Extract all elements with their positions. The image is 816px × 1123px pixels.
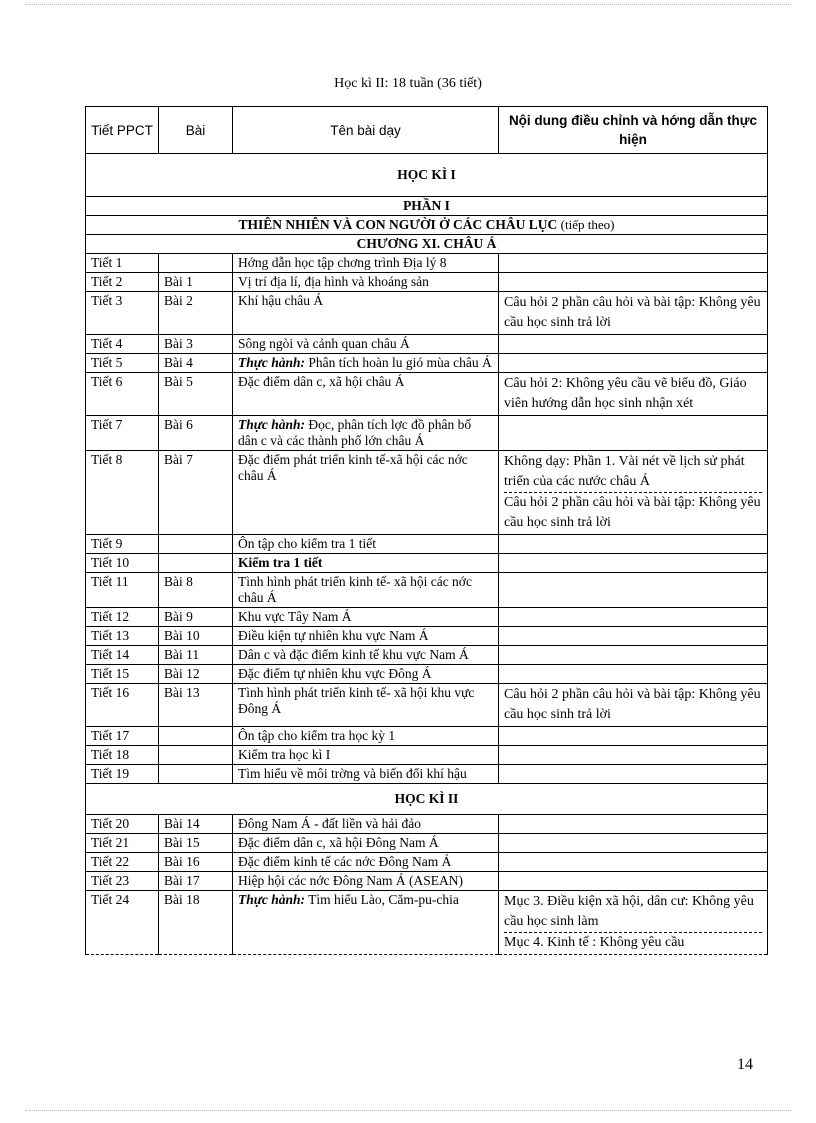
lesson-title: Đặc điểm dân c, xã hội Đông Nam Á bbox=[238, 835, 439, 850]
table-row bbox=[86, 554, 768, 573]
period-cell: Tiết 8 bbox=[86, 451, 159, 535]
period-cell: Tiết 2 bbox=[86, 273, 159, 292]
table-row bbox=[86, 746, 768, 765]
adjustment-note: Câu hỏi 2 phần câu hỏi và bài tập: Không yêu cầu học sinh trả lời bbox=[504, 295, 761, 330]
lesson-title: Khu vực Tây Nam Á bbox=[238, 609, 352, 624]
adjustment-note: Mục 3. Điều kiện xã hội, dân cư: Không yêu cầu học sinh làm bbox=[504, 892, 762, 933]
period-cell: Tiết 11 bbox=[86, 573, 159, 608]
title-cell bbox=[233, 684, 499, 727]
adjustment-note: Câu hỏi 2 phần câu hỏi và bài tập: Không yêu cầu học sinh trả lời bbox=[504, 495, 761, 530]
title-cell bbox=[233, 354, 499, 373]
lesson-title: Kiểm tra 1 tiết bbox=[238, 555, 323, 570]
lesson-cell: Bài 1 bbox=[159, 273, 233, 292]
title-cell bbox=[233, 608, 499, 627]
table-row bbox=[86, 727, 768, 746]
table-row bbox=[86, 573, 768, 608]
title-cell bbox=[233, 646, 499, 665]
part-heading-row bbox=[86, 197, 768, 216]
note-cell bbox=[499, 684, 768, 727]
header-note: Nội dung điều chỉnh và hớng dẫn thực hiện bbox=[499, 107, 768, 154]
period-cell: Tiết 10 bbox=[86, 554, 159, 573]
title-cell bbox=[233, 554, 499, 573]
table-row bbox=[86, 891, 768, 955]
period-cell: Tiết 6 bbox=[86, 373, 159, 416]
note-cell bbox=[499, 273, 768, 292]
header-lesson: Bài bbox=[159, 107, 233, 154]
lesson-title: Hiệp hội các nớc Đông Nam Á (ASEAN) bbox=[238, 873, 463, 888]
adjustment-note: Mục 4. Kinh tế : Không yêu cầu bbox=[504, 935, 685, 950]
semester1-heading-row bbox=[86, 154, 768, 197]
lesson-title: Đặc điểm dân c, xã hội châu Á bbox=[238, 374, 405, 389]
lesson-cell: Bài 11 bbox=[159, 646, 233, 665]
table-row bbox=[86, 853, 768, 872]
period-cell: Tiết 5 bbox=[86, 354, 159, 373]
lesson-title: Đặc điểm kinh tế các nớc Đông Nam Á bbox=[238, 854, 452, 869]
table-row bbox=[86, 627, 768, 646]
note-cell bbox=[499, 727, 768, 746]
title-cell bbox=[233, 853, 499, 872]
period-cell: Tiết 4 bbox=[86, 335, 159, 354]
note-cell bbox=[499, 254, 768, 273]
practice-label: Thực hành: bbox=[238, 355, 305, 370]
lesson-title: Tình hình phát triển kinh tế- xã hội các nớc châu Á bbox=[238, 574, 472, 605]
lesson-title: Tìm hiểu về môi trờng và biến đổi khí hậu bbox=[238, 766, 467, 781]
note-cell bbox=[499, 451, 768, 535]
lesson-title: Tình hình phát triển kinh tế- xã hội khu vực Đông Á bbox=[238, 685, 475, 716]
note-cell bbox=[499, 815, 768, 834]
lesson-cell: Bài 15 bbox=[159, 834, 233, 853]
lesson-cell bbox=[159, 535, 233, 554]
lesson-title: Đọc, phân tích lợc đồ phân bố dân c và các thành phố lớn châu Á bbox=[238, 417, 472, 448]
lesson-cell bbox=[159, 727, 233, 746]
table-row bbox=[86, 815, 768, 834]
curriculum-table bbox=[85, 106, 768, 955]
lesson-cell bbox=[159, 254, 233, 273]
table-row bbox=[86, 451, 768, 535]
lesson-cell: Bài 4 bbox=[159, 354, 233, 373]
period-cell: Tiết 1 bbox=[86, 254, 159, 273]
table-row bbox=[86, 354, 768, 373]
lesson-cell: Bài 6 bbox=[159, 416, 233, 451]
adjustment-note: Câu hỏi 2 phần câu hỏi và bài tập: Không yêu cầu học sinh trả lời bbox=[504, 687, 761, 722]
lesson-title: Kiểm tra học kì I bbox=[238, 747, 331, 762]
chapter-heading-row bbox=[86, 235, 768, 254]
lesson-cell: Bài 8 bbox=[159, 573, 233, 608]
lesson-cell: Bài 3 bbox=[159, 335, 233, 354]
chapter-heading: CHƯƠNG XI. CHÂU Á bbox=[86, 235, 768, 254]
lesson-title: Đông Nam Á - đất liền và hải đảo bbox=[238, 816, 421, 831]
lesson-cell: Bài 7 bbox=[159, 451, 233, 535]
practice-label: Thực hành: bbox=[238, 892, 305, 907]
note-cell bbox=[499, 665, 768, 684]
table-row bbox=[86, 335, 768, 354]
period-cell: Tiết 16 bbox=[86, 684, 159, 727]
lesson-cell: Bài 18 bbox=[159, 891, 233, 955]
lesson-cell: Bài 2 bbox=[159, 292, 233, 335]
lesson-title: Ôn tập cho kiểm tra học kỳ 1 bbox=[238, 728, 396, 743]
note-cell bbox=[499, 573, 768, 608]
lesson-title: Dân c và đặc điểm kinh tế khu vực Nam Á bbox=[238, 647, 469, 662]
note-cell bbox=[499, 554, 768, 573]
note-cell bbox=[499, 292, 768, 335]
period-cell: Tiết 3 bbox=[86, 292, 159, 335]
note-cell bbox=[499, 535, 768, 554]
lesson-title: Phân tích hoàn lu gió mùa châu Á bbox=[304, 355, 492, 370]
period-cell: Tiết 19 bbox=[86, 765, 159, 784]
lesson-title: Đặc điểm phát triển kinh tế-xã hội các nớc châu Á bbox=[238, 452, 468, 483]
header-title: Tên bài dạy bbox=[233, 107, 499, 154]
theme-heading-row bbox=[86, 216, 768, 235]
period-cell: Tiết 7 bbox=[86, 416, 159, 451]
theme-heading-text: THIÊN NHIÊN VÀ CON NGƯỜI Ở CÁC CHÂU LỤC bbox=[238, 217, 558, 232]
lesson-title: Hớng dẫn học tập chơng trình Địa lý 8 bbox=[238, 255, 447, 270]
theme-heading-suffix: (tiếp theo) bbox=[560, 217, 615, 232]
period-cell: Tiết 23 bbox=[86, 872, 159, 891]
lesson-cell: Bài 5 bbox=[159, 373, 233, 416]
semester-note: Học kì II: 18 tuần (36 tiết) bbox=[334, 76, 482, 91]
lesson-cell: Bài 12 bbox=[159, 665, 233, 684]
title-cell bbox=[233, 727, 499, 746]
table-row bbox=[86, 254, 768, 273]
period-cell: Tiết 15 bbox=[86, 665, 159, 684]
note-cell bbox=[499, 416, 768, 451]
lesson-title: Tìm hiểu Lào, Căm-pu-chia bbox=[304, 892, 459, 907]
table-row bbox=[86, 684, 768, 727]
title-cell bbox=[233, 416, 499, 451]
note-cell bbox=[499, 765, 768, 784]
header-period: Tiết PPCT bbox=[86, 107, 159, 154]
note-cell bbox=[499, 646, 768, 665]
period-cell: Tiết 18 bbox=[86, 746, 159, 765]
table-row bbox=[86, 373, 768, 416]
lesson-cell bbox=[159, 746, 233, 765]
table-row bbox=[86, 665, 768, 684]
table-row bbox=[86, 765, 768, 784]
period-cell: Tiết 13 bbox=[86, 627, 159, 646]
period-cell: Tiết 14 bbox=[86, 646, 159, 665]
period-cell: Tiết 21 bbox=[86, 834, 159, 853]
practice-label: Thực hành: bbox=[238, 417, 305, 432]
period-cell: Tiết 24 bbox=[86, 891, 159, 955]
note-cell bbox=[499, 627, 768, 646]
title-cell bbox=[233, 627, 499, 646]
title-cell bbox=[233, 834, 499, 853]
note-cell bbox=[499, 335, 768, 354]
lesson-title: Điều kiện tự nhiên khu vực Nam Á bbox=[238, 628, 429, 643]
lesson-cell: Bài 14 bbox=[159, 815, 233, 834]
period-cell: Tiết 22 bbox=[86, 853, 159, 872]
page-number: 14 bbox=[737, 1056, 753, 1073]
table-header-row bbox=[86, 107, 768, 154]
note-cell bbox=[499, 354, 768, 373]
period-cell: Tiết 12 bbox=[86, 608, 159, 627]
note-cell bbox=[499, 853, 768, 872]
lesson-cell: Bài 16 bbox=[159, 853, 233, 872]
table-row bbox=[86, 608, 768, 627]
adjustment-note: Câu hỏi 2: Không yêu cầu vẽ biểu đồ, Giáo viên hướng dẫn học sinh nhận xét bbox=[504, 376, 747, 411]
semester1-heading: HỌC KÌ I bbox=[86, 154, 768, 197]
period-cell: Tiết 20 bbox=[86, 815, 159, 834]
title-cell bbox=[233, 872, 499, 891]
theme-heading bbox=[86, 216, 768, 235]
lesson-cell bbox=[159, 765, 233, 784]
page-top-border bbox=[25, 4, 791, 5]
table-row bbox=[86, 535, 768, 554]
note-cell bbox=[499, 834, 768, 853]
title-cell bbox=[233, 451, 499, 535]
lesson-title: Khí hậu châu Á bbox=[238, 293, 324, 308]
lesson-title: Ôn tập cho kiểm tra 1 tiết bbox=[238, 536, 376, 551]
lesson-title: Đặc điểm tự nhiên khu vực Đông Á bbox=[238, 666, 432, 681]
lesson-cell: Bài 9 bbox=[159, 608, 233, 627]
period-cell: Tiết 9 bbox=[86, 535, 159, 554]
semester2-heading-row bbox=[86, 784, 768, 815]
title-cell bbox=[233, 891, 499, 955]
table-row bbox=[86, 292, 768, 335]
lesson-cell bbox=[159, 554, 233, 573]
page-bottom-border bbox=[25, 1110, 791, 1111]
title-cell bbox=[233, 254, 499, 273]
semester2-heading: HỌC KÌ II bbox=[86, 784, 768, 815]
title-cell bbox=[233, 665, 499, 684]
title-cell bbox=[233, 746, 499, 765]
note-cell bbox=[499, 746, 768, 765]
table-row bbox=[86, 273, 768, 292]
part-heading: PHẦN I bbox=[86, 197, 768, 216]
title-cell bbox=[233, 535, 499, 554]
lesson-cell: Bài 10 bbox=[159, 627, 233, 646]
lesson-cell: Bài 17 bbox=[159, 872, 233, 891]
title-cell bbox=[233, 335, 499, 354]
title-cell bbox=[233, 815, 499, 834]
title-cell bbox=[233, 765, 499, 784]
period-cell: Tiết 17 bbox=[86, 727, 159, 746]
title-cell bbox=[233, 373, 499, 416]
adjustment-note: Không dạy: Phần 1. Vài nét về lịch sử phát triển của các nước châu Á bbox=[504, 452, 762, 493]
note-cell bbox=[499, 891, 768, 955]
title-cell bbox=[233, 273, 499, 292]
table-row bbox=[86, 646, 768, 665]
table-row bbox=[86, 872, 768, 891]
table-row bbox=[86, 834, 768, 853]
note-cell bbox=[499, 872, 768, 891]
title-cell bbox=[233, 292, 499, 335]
note-cell bbox=[499, 608, 768, 627]
note-cell bbox=[499, 373, 768, 416]
table-row bbox=[86, 416, 768, 451]
lesson-title: Vị trí địa lí, địa hình và khoáng sản bbox=[238, 274, 429, 289]
lesson-cell: Bài 13 bbox=[159, 684, 233, 727]
lesson-title: Sông ngòi và cảnh quan châu Á bbox=[238, 336, 410, 351]
title-cell bbox=[233, 573, 499, 608]
